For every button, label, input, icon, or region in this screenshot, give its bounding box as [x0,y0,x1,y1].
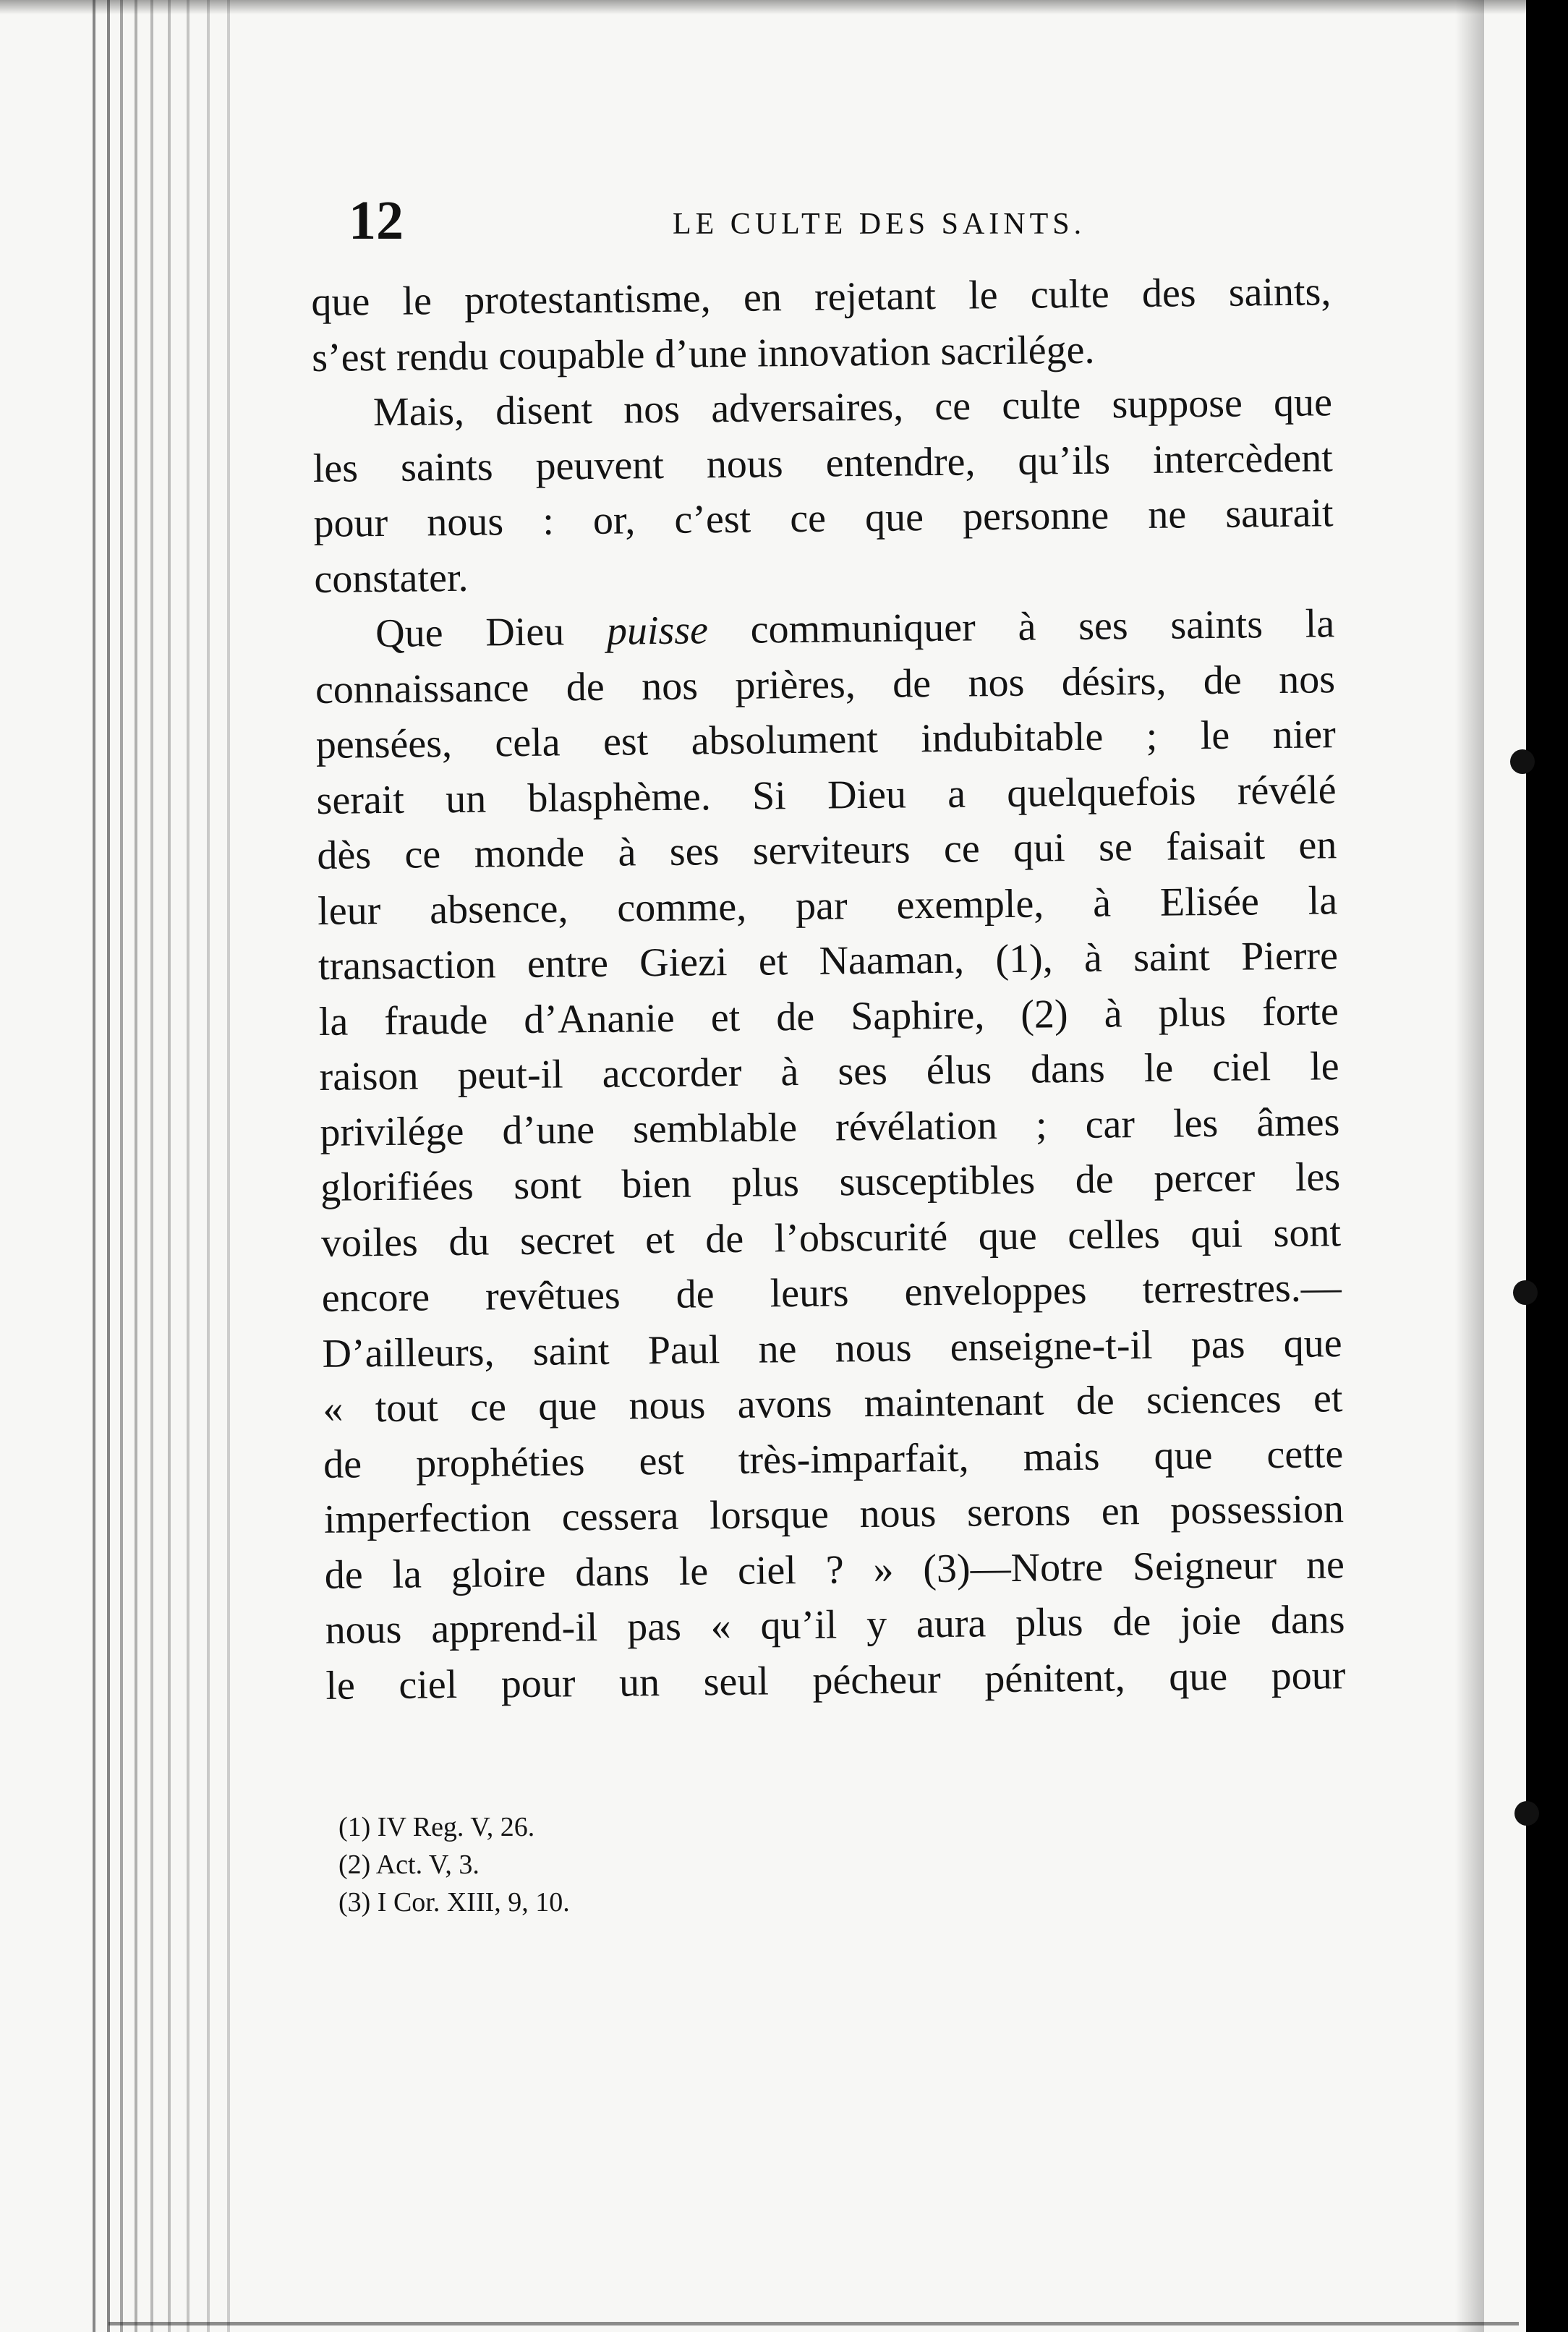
text-line: de prophéties est très-imparfait, mais que cette [323,1431,1344,1487]
text-line: la fraude d’Ananie et de Saphire, (2) à plus forte [318,988,1339,1044]
text-line: dès ce monde à ses serviteurs ce qui se faisait en [317,822,1337,878]
text-line: glorifiées sont bien plus susceptibles de percer les [320,1154,1341,1210]
text-line: connaissance de nos prières, de nos désirs, de nos [315,656,1336,712]
italic-word: puisse [606,608,709,654]
text-line: « tout ce que nous avons maintenant de sciences et [323,1376,1343,1431]
footnote: (1) IV Reg. V, 26. [338,1812,535,1842]
text-line: imperfection cessera lorsque nous serons en possession [323,1486,1345,1542]
binding-shadow [1455,0,1484,2332]
page-bottom-edge [108,2322,1519,2325]
binding-hole [1514,1801,1539,1826]
text-line: le ciel pour un seul pécheur pénitent, que pour [325,1652,1346,1708]
text-line: leur absence, comme, par exemple, à Elisée la [317,877,1338,934]
text-line: D’ailleurs, saint Paul ne nous enseigne-t-il pas que [322,1320,1342,1376]
page-number: 12 [349,190,404,251]
text-line: les saints peuvent nous entendre, qu’ils intercèdent [312,435,1334,491]
footnote: (3) I Cor. XIII, 9, 10. [338,1887,570,1918]
footnotes [338,1808,570,1921]
text-line: s’est rendu coupable d’une innovation sacrilége. [311,327,1095,380]
text-segment: communiquer à ses saints la [750,601,1335,652]
text-line: transaction entre Giezi et Naaman, (1), à saint Pierre [318,933,1339,989]
text-line: nous apprend-il pas « qu’il y aura plus de joie dans [325,1597,1345,1653]
text-line: voiles du secret et de l’obscurité que celles qui sont [320,1209,1342,1266]
text-line: pensées, cela est absolument indubitable ; le nier [315,712,1337,767]
page-edges [80,0,246,2332]
text-line [315,596,1335,662]
footnote: (2) Act. V, 3. [338,1850,480,1880]
scan-border [1526,0,1568,2332]
text-line: de la gloire dans le ciel ? » (3)—Notre Seigneur ne [324,1541,1345,1598]
text-line: raison peut-il accorder à ses élus dans le ciel le [319,1044,1339,1099]
binding-hole [1513,1280,1538,1305]
text-line: encore revêtues de leurs enveloppes terrestres.— [321,1265,1342,1321]
text-line: constater. [314,555,469,602]
text-line: privilége d’une semblable révélation ; car les âmes [320,1099,1340,1155]
binding-hole [1510,749,1535,774]
text-line: que le protestantisme, en rejetant le culte des saints, [311,269,1331,325]
text-line: serait un blasphème. Si Dieu a quelquefois révélé [316,767,1337,823]
text-segment: Que Dieu [375,609,565,657]
text-line: pour nous : or, c’est ce que personne ne saurait [313,490,1334,546]
text-line: Mais, disent nos adversaires, ce culte suppose que [372,380,1333,435]
body-text [311,264,1346,1714]
running-head: LE CULTE DES SAINTS. [673,208,1086,241]
